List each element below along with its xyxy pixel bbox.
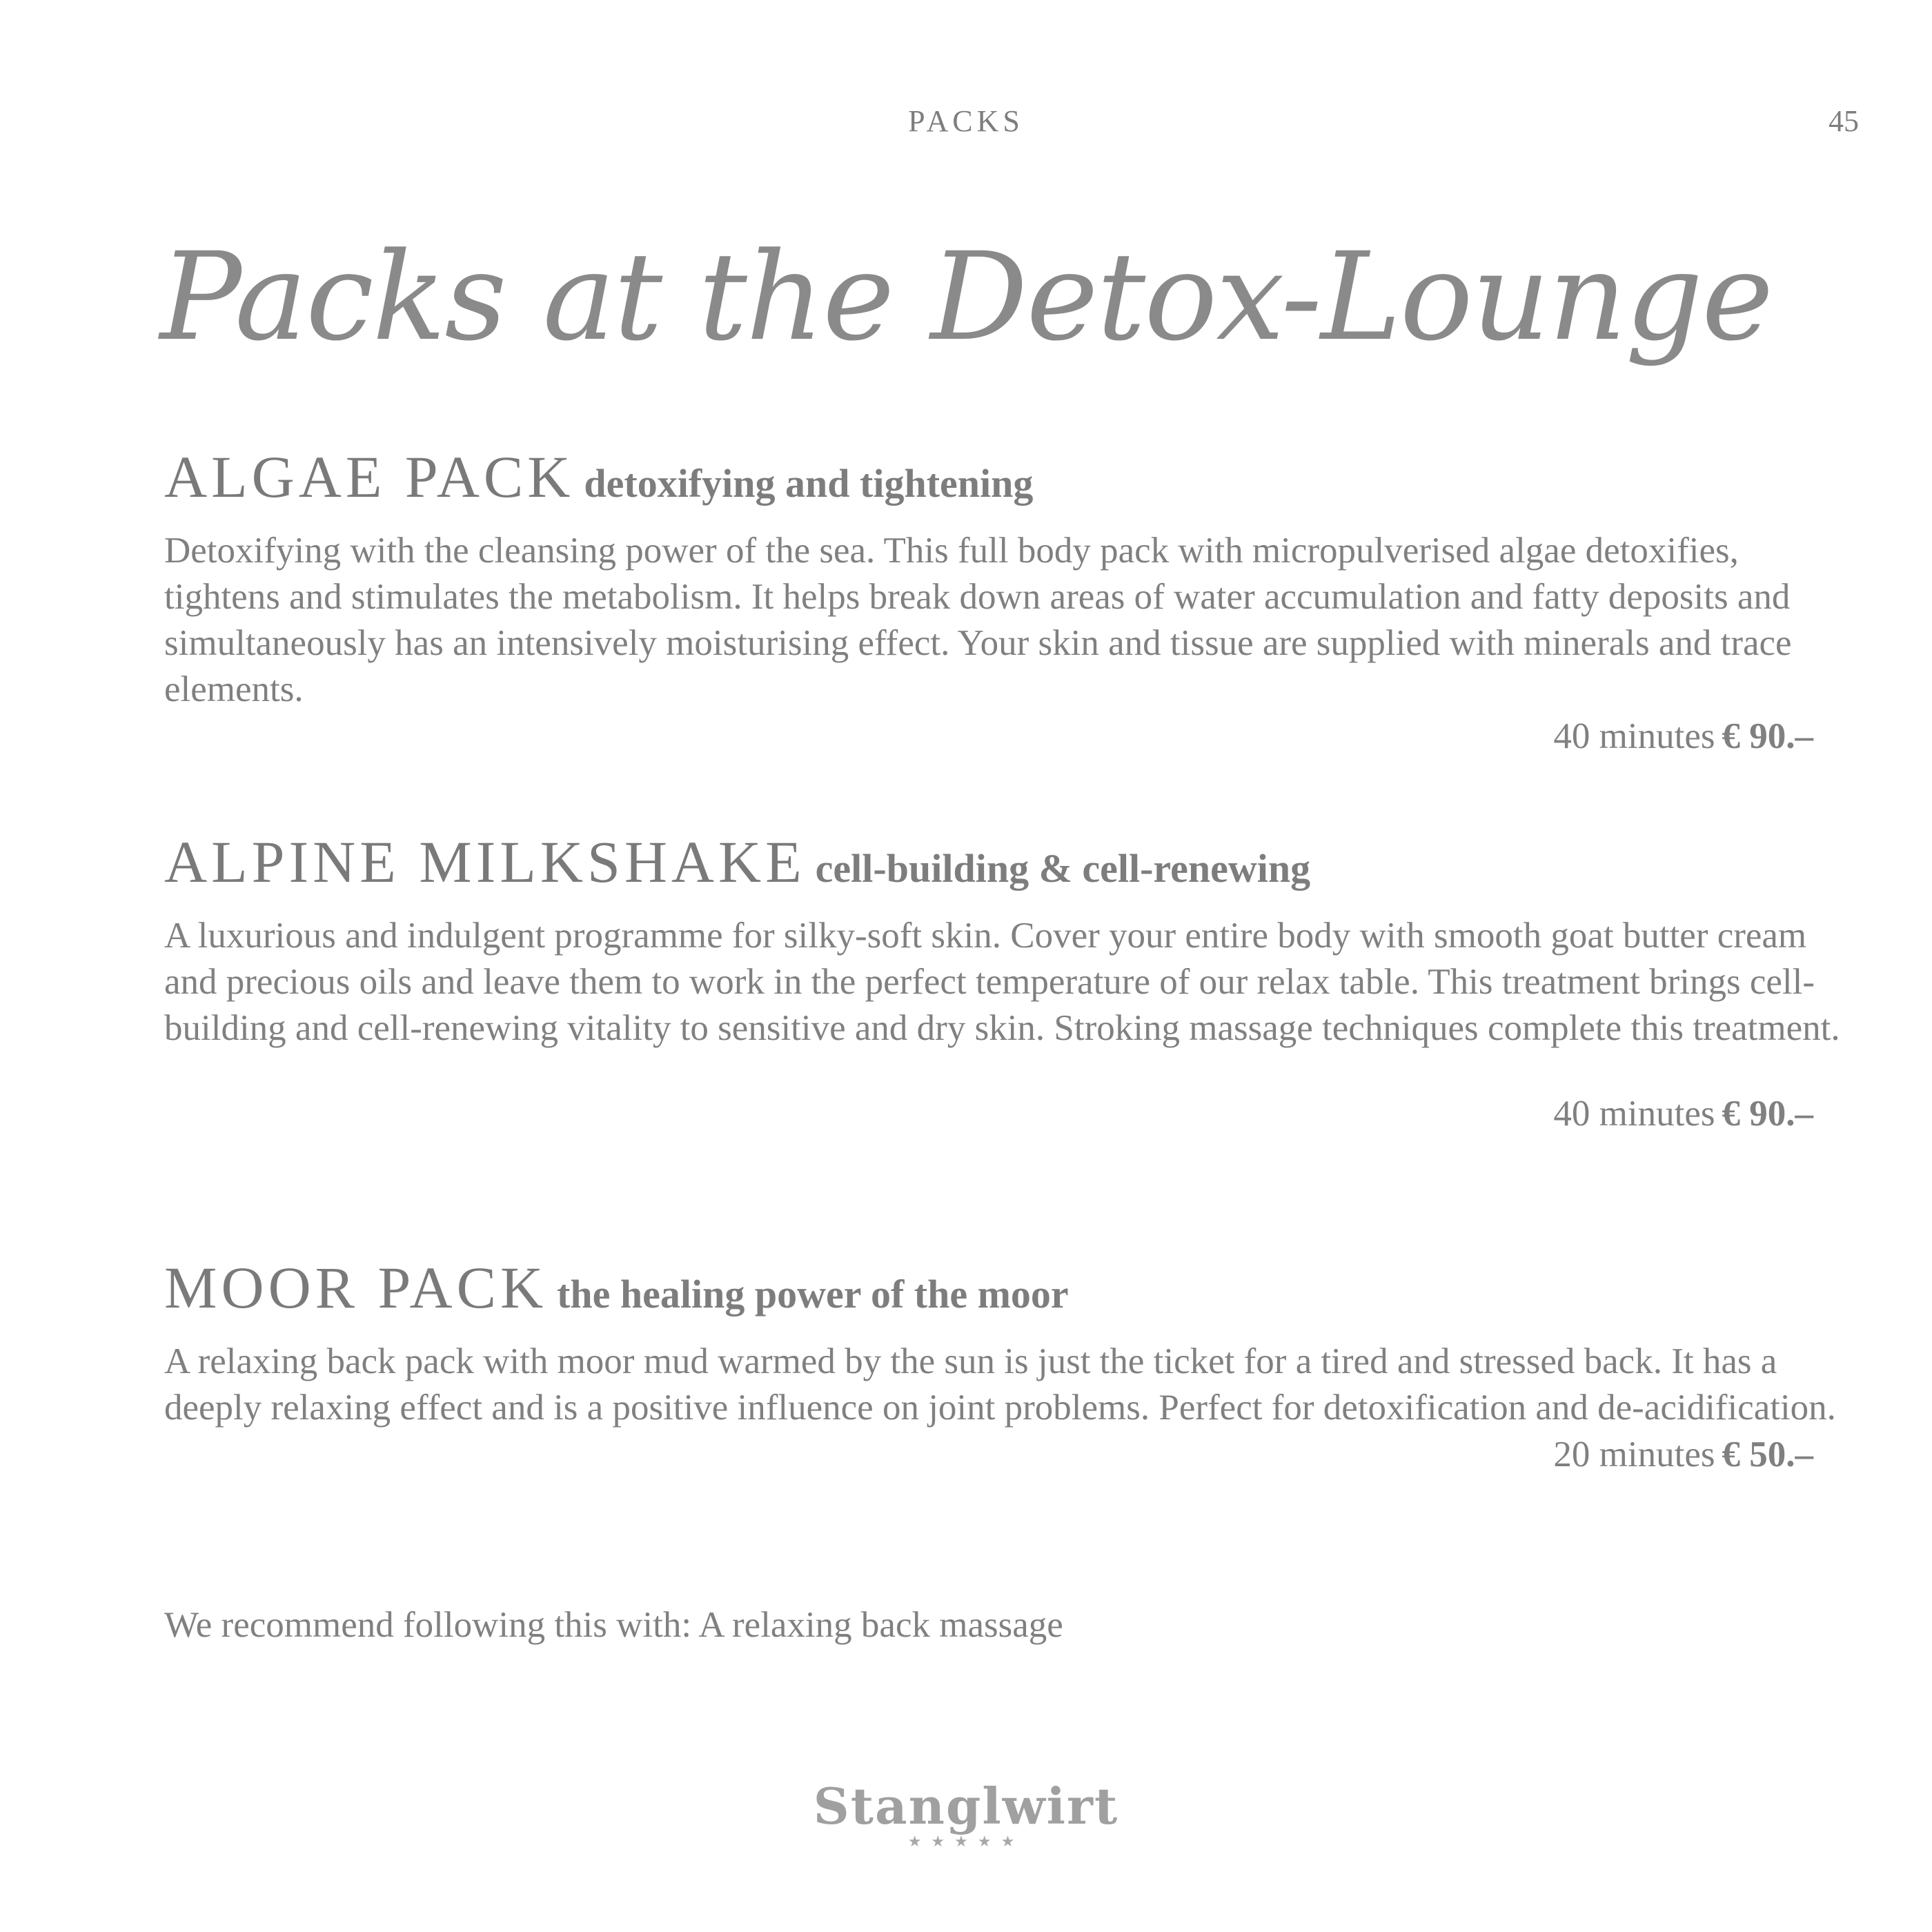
logo-wordmark: Stanglwirt: [813, 1777, 1119, 1835]
section-description: Detoxifying with the cleansing power of the sea. This full body pack with micropulverised algae detoxifies, tightens and stimulates the metabolism. It helps break down areas of water accumulation and fatty deposits and simultaneously has an intensively moisturising effect. Your skin and tissue are supplied with minerals and trace elements.: [164, 531, 1792, 710]
running-head: PACKS: [908, 104, 1024, 138]
section-heading: [164, 1252, 1848, 1323]
price-line: [164, 1434, 1813, 1475]
section-moor-pack: [164, 1252, 1848, 1475]
section-alpine-milkshake: [164, 827, 1848, 1134]
price-line: [164, 716, 1813, 757]
section-heading: [164, 827, 1848, 898]
duration: 40 minutes: [1553, 1094, 1715, 1134]
duration: 20 minutes: [1553, 1435, 1715, 1475]
section-name: MOOR PACK: [164, 1254, 548, 1321]
price-line: [164, 1093, 1813, 1134]
section-name: ALPINE MILKSHAKE: [164, 829, 806, 895]
price: € 90.–: [1722, 1094, 1813, 1134]
price: € 50.–: [1722, 1435, 1813, 1475]
duration: 40 minutes: [1553, 716, 1715, 757]
section-algae-pack: [164, 442, 1848, 757]
section-description: A luxurious and indulgent programme for silky-soft skin. Cover your entire body with smooth goat butter cream and precious oils and leave them to work in the perfect temperature of our relax table. This treatment brings cell-building and cell-renewing vitality to sensitive and dry skin. Stroking massage techniques complete this treatment.: [164, 916, 1840, 1049]
stanglwirt-logo: [0, 1777, 1932, 1851]
page-number: 45: [1828, 104, 1859, 138]
section-subtitle: the healing power of the moor: [557, 1272, 1069, 1317]
section-subtitle: cell-building & cell-renewing: [815, 846, 1311, 891]
recommendation-note: We recommend following this with: A relaxing back massage: [164, 1605, 1063, 1645]
logo-stars-icon: ★★★★★: [907, 1833, 1025, 1850]
price: € 90.–: [1722, 716, 1813, 757]
section-subtitle: detoxifying and tightening: [584, 461, 1034, 506]
section-heading: [164, 442, 1848, 513]
section-name: ALGAE PACK: [164, 444, 575, 510]
page-title: Packs at the Detox-Lounge: [159, 226, 1773, 368]
section-description: A relaxing back pack with moor mud warmed by the sun is just the ticket for a tired and stressed back. It has a deeply relaxing effect and is a positive influence on joint problems. Perfect for detoxification and de-acidification.: [164, 1341, 1836, 1428]
